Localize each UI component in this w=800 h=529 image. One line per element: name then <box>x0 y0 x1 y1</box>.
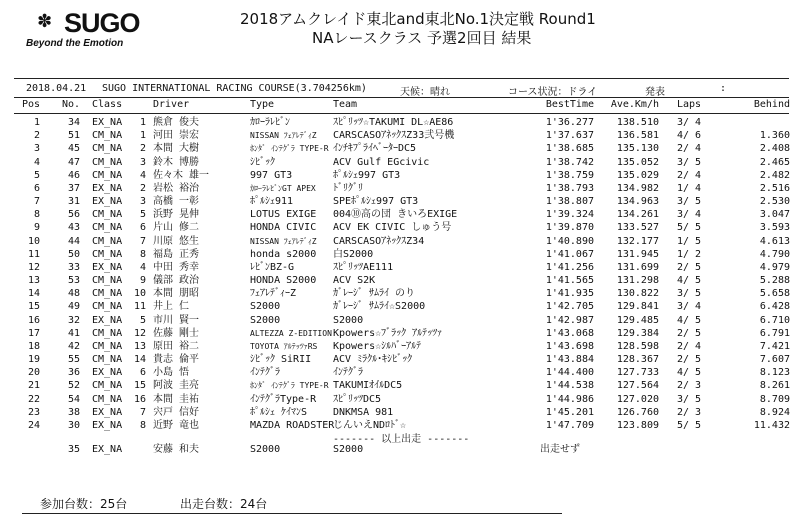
row-type: ｼﾋﾞｯｸ <box>250 156 275 168</box>
row-class: CM_NA <box>92 340 123 352</box>
row-type: NISSAN ﾌｪｱﾚﾃﾞｨZ <box>250 131 317 141</box>
row-class-position: 9 <box>139 275 146 287</box>
dns-driver: 安藤 和夫 <box>153 444 200 455</box>
row-laps: 3/ 4 <box>676 117 702 128</box>
row-laps: 1/ 5 <box>676 235 702 247</box>
row-class-position: 6 <box>139 367 146 379</box>
row-no: 55 <box>67 354 80 366</box>
row-team: ｶﾞﾚｰｼﾞ ｻﾑﾗｲ のり <box>333 288 416 300</box>
row-driver: 浜野 晃伸 <box>153 209 200 221</box>
dns-status: 出走せず <box>540 444 580 455</box>
row-team: ACV Gulf EGcivic <box>333 156 430 168</box>
row-class: CM_NA <box>92 209 123 221</box>
row-behind: 7.421 <box>759 340 790 352</box>
row-no: 46 <box>67 169 80 181</box>
row-driver: 阿波 圭亮 <box>153 380 200 392</box>
row-besttime: 1'38.742 <box>545 156 594 168</box>
row-no: 36 <box>67 367 80 379</box>
footer-starters: 出走台数：24台 <box>180 497 268 511</box>
row-besttime: 1'42.705 <box>545 301 594 313</box>
dns-class: EX_NA <box>92 444 123 455</box>
row-laps: 2/ 3 <box>676 380 702 392</box>
row-besttime: 1'40.890 <box>545 235 594 247</box>
row-behind: 2.516 <box>759 182 790 194</box>
row-behind: 7.607 <box>759 354 790 366</box>
row-laps: 5/ 5 <box>676 222 702 234</box>
row-driver: 市川 賢一 <box>153 314 200 326</box>
row-no: 56 <box>67 209 80 221</box>
row-team: Kpowers☆ｼﾙﾊﾞｰｱﾙﾃ <box>333 340 422 352</box>
separator-started: ------- 以上出走 ------- <box>333 434 470 445</box>
info-colon: : <box>720 83 727 94</box>
row-behind: 2.465 <box>759 156 790 168</box>
info-weather: 天候：晴れ <box>400 87 450 98</box>
row-laps: 4/ 5 <box>676 367 702 379</box>
row-type: ﾌｪｱﾚﾃﾞｨｰZ <box>250 288 297 300</box>
row-class-position: 1 <box>139 117 146 128</box>
row-avespeed: 134.982 <box>616 182 659 194</box>
row-behind: 8.709 <box>759 393 790 405</box>
row-behind: 3.593 <box>759 222 790 234</box>
header-besttime: BestTime <box>545 99 594 110</box>
row-type: LOTUS EXIGE <box>250 209 317 221</box>
row-no: 34 <box>67 117 80 128</box>
row-class-position: 6 <box>139 222 146 234</box>
row-avespeed: 131.699 <box>616 261 659 273</box>
row-avespeed: 135.130 <box>616 143 659 155</box>
row-avespeed: 123.809 <box>616 419 659 431</box>
row-pos: 16 <box>27 314 40 326</box>
row-no: 41 <box>67 327 80 339</box>
row-pos: 15 <box>27 301 40 313</box>
row-laps: 2/ 5 <box>676 261 702 273</box>
row-no: 45 <box>67 143 80 155</box>
row-besttime: 1'45.201 <box>545 406 594 418</box>
row-besttime: 1'38.807 <box>545 196 594 208</box>
row-laps: 2/ 5 <box>676 327 702 339</box>
row-besttime: 1'38.793 <box>545 182 594 194</box>
row-team: ACV S2K <box>333 275 376 287</box>
info-announce: 発表 <box>645 87 665 98</box>
row-type: S2000 <box>250 301 281 313</box>
row-pos: 7 <box>33 196 40 208</box>
row-pos: 1 <box>33 117 40 128</box>
divider-footer <box>22 513 562 514</box>
row-pos: 17 <box>27 327 40 339</box>
row-class-position: 16 <box>133 393 146 405</box>
row-behind: 3.047 <box>759 209 790 221</box>
dns-team: S2000 <box>333 444 364 455</box>
row-laps: 3/ 4 <box>676 301 702 313</box>
row-pos: 19 <box>27 354 40 366</box>
row-avespeed: 133.527 <box>616 222 659 234</box>
row-team: TAKUMIｵｲﾙDC5 <box>333 380 403 392</box>
logo-mark-icon: ✽ <box>38 8 52 33</box>
row-besttime: 1'44.400 <box>545 367 594 379</box>
row-besttime: 1'41.256 <box>545 261 594 273</box>
row-avespeed: 136.581 <box>616 130 659 142</box>
row-pos: 24 <box>27 419 40 431</box>
row-laps: 1/ 4 <box>676 182 702 194</box>
row-avespeed: 127.564 <box>616 380 659 392</box>
row-laps: 4/ 6 <box>676 130 702 142</box>
row-avespeed: 126.760 <box>616 406 659 418</box>
row-laps: 2/ 4 <box>676 143 702 155</box>
logo-tagline: Beyond the Emotion <box>26 38 124 49</box>
row-class: CM_NA <box>92 130 123 142</box>
row-behind: 6.791 <box>759 327 790 339</box>
row-pos: 2 <box>33 130 40 142</box>
row-type: HONDA CIVIC <box>250 222 317 234</box>
row-laps: 5/ 5 <box>676 419 702 431</box>
row-team: Kpowers☆ﾌﾞﾗｯｸ ｱﾙﾃｯﾂｧ <box>333 327 443 339</box>
row-pos: 20 <box>27 367 40 379</box>
row-avespeed: 134.261 <box>616 209 659 221</box>
row-avespeed: 135.052 <box>616 156 659 168</box>
row-team: ｽﾋﾟﾘｯﾂ☆TAKUMI DL☆AE86 <box>333 117 454 128</box>
row-driver: 小島 悟 <box>153 367 190 379</box>
row-avespeed: 129.485 <box>616 314 659 326</box>
row-team: 004⑩高の団 きいろEXIGE <box>333 209 458 221</box>
row-besttime: 1'43.068 <box>545 327 594 339</box>
row-besttime: 1'43.698 <box>545 340 594 352</box>
row-driver: 福島 正秀 <box>153 248 200 260</box>
header-laps: Laps <box>676 99 702 110</box>
row-besttime: 1'38.759 <box>545 169 594 181</box>
row-driver: 岩松 裕治 <box>153 182 200 194</box>
header-class: Class <box>92 99 123 110</box>
row-pos: 12 <box>27 261 40 273</box>
row-type: NISSAN ﾌｪｱﾚﾃﾞｨZ <box>250 236 317 246</box>
row-type: ｲﾝﾃｸﾞﾗType-R <box>250 393 317 405</box>
row-behind: 2.408 <box>759 143 790 155</box>
row-class: EX_NA <box>92 182 123 194</box>
row-pos: 8 <box>33 209 40 221</box>
info-date: 2018.04.21 <box>26 83 87 94</box>
row-pos: 6 <box>33 182 40 194</box>
row-class-position: 8 <box>139 419 146 431</box>
row-driver: 本間 圭祐 <box>153 393 200 405</box>
row-driver: 佐藤 剛士 <box>153 327 200 339</box>
session-title: NAレースクラス 予選2回目 結果 <box>312 29 532 47</box>
dns-row <box>0 442 800 457</box>
row-class-position: 15 <box>133 380 146 392</box>
row-class: CM_NA <box>92 301 123 313</box>
row-avespeed: 131.945 <box>616 248 659 260</box>
row-type: ﾎﾝﾀﾞ ｲﾝﾃｸﾞﾗ TYPE-R <box>250 144 329 154</box>
row-pos: 9 <box>33 222 40 234</box>
dns-type: S2000 <box>250 444 281 455</box>
row-behind: 6.428 <box>759 301 790 313</box>
row-team: ｲﾝﾃｸﾞﾗ <box>333 367 363 379</box>
row-team: CARSCASOｱﾈｯｸｽZ34 <box>333 235 425 247</box>
row-besttime: 1'44.538 <box>545 380 594 392</box>
row-laps: 4/ 5 <box>676 275 702 287</box>
row-laps: 3/ 5 <box>676 196 702 208</box>
row-no: 43 <box>67 222 80 234</box>
row-behind: 8.924 <box>759 406 790 418</box>
footer-entries: 参加台数：25台 <box>40 497 128 511</box>
row-avespeed: 129.384 <box>616 327 659 339</box>
row-team: じんいえNDﾛﾄﾞ☆ <box>333 419 407 431</box>
row-class: CM_NA <box>92 235 123 247</box>
row-behind: 5.658 <box>759 288 790 300</box>
row-driver: 儀部 政治 <box>153 275 200 287</box>
row-class-position: 2 <box>139 182 146 194</box>
row-avespeed: 127.020 <box>616 393 659 405</box>
row-driver: 宍戸 信好 <box>153 406 200 418</box>
row-type: ﾎﾟﾙｼｪ ｹｲﾏﾝS <box>250 406 308 418</box>
row-class-position: 5 <box>139 314 146 326</box>
row-team: ACV ﾐﾗｸﾙ･ｷｼﾋﾞｯｸ <box>333 354 413 366</box>
row-laps: 2/ 5 <box>676 354 702 366</box>
row-class-position: 7 <box>139 235 146 247</box>
row-type: ALTEZZA Z-EDITION <box>250 328 332 338</box>
row-class: CM_NA <box>92 248 123 260</box>
row-behind: 6.710 <box>759 314 790 326</box>
row-team: CARSCASOｱﾈｯｸｽZ33弐号機 <box>333 130 455 142</box>
row-driver: 貴志 倫平 <box>153 354 200 366</box>
row-type: ｼﾋﾞｯｸ SiRII <box>250 354 312 366</box>
row-class: CM_NA <box>92 354 123 366</box>
row-class: EX_NA <box>92 314 123 326</box>
row-no: 51 <box>67 130 80 142</box>
row-driver: 中田 秀幸 <box>153 261 200 273</box>
row-class-position: 14 <box>133 354 146 366</box>
row-driver: 佐々木 雄一 <box>153 169 210 181</box>
table-header <box>0 97 800 112</box>
row-behind: 11.432 <box>753 419 790 431</box>
logo-text: SUGO <box>64 8 140 38</box>
header-no: No. <box>61 99 80 110</box>
row-pos: 11 <box>27 248 40 260</box>
row-type: honda s2000 <box>250 248 317 260</box>
row-class: EX_NA <box>92 419 123 431</box>
row-avespeed: 127.733 <box>616 367 659 379</box>
row-class-position: 5 <box>139 209 146 221</box>
row-class: EX_NA <box>92 261 123 273</box>
row-behind: 8.261 <box>759 380 790 392</box>
row-avespeed: 134.963 <box>616 196 659 208</box>
row-laps: 3/ 5 <box>676 156 702 168</box>
header-type: Type <box>250 99 275 110</box>
row-behind: 5.288 <box>759 275 790 287</box>
row-team: ｽﾋﾟﾘｯﾂDC5 <box>333 393 382 405</box>
row-type: ｲﾝﾃｸﾞﾗ <box>250 367 280 379</box>
row-class: CM_NA <box>92 288 123 300</box>
row-behind: 4.979 <box>759 261 790 273</box>
row-class-position: 10 <box>133 288 146 300</box>
row-type: MAZDA ROADSTER <box>250 419 335 431</box>
row-avespeed: 130.822 <box>616 288 659 300</box>
row-driver: 高橋 一彰 <box>153 196 200 208</box>
row-class-position: 1 <box>139 130 146 142</box>
row-class-position: 8 <box>139 248 146 260</box>
row-class-position: 4 <box>139 261 146 273</box>
row-no: 54 <box>67 393 80 405</box>
row-behind: 1.360 <box>759 130 790 142</box>
row-behind: 4.790 <box>759 248 790 260</box>
row-pos: 18 <box>27 340 40 352</box>
row-driver: 川原 悠生 <box>153 235 200 247</box>
row-laps: 2/ 4 <box>676 340 702 352</box>
row-laps: 2/ 3 <box>676 406 702 418</box>
row-no: 42 <box>67 340 80 352</box>
row-no: 52 <box>67 380 80 392</box>
row-no: 48 <box>67 288 80 300</box>
row-class: CM_NA <box>92 143 123 155</box>
row-laps: 1/ 2 <box>676 248 702 260</box>
row-driver: 本間 朋昭 <box>153 288 200 300</box>
row-class-position: 4 <box>139 169 146 181</box>
row-team: ﾄﾞﾘｸﾞﾘ <box>333 182 363 194</box>
row-besttime: 1'41.067 <box>545 248 594 260</box>
header-driver: Driver <box>153 99 190 110</box>
row-pos: 5 <box>33 169 40 181</box>
row-laps: 3/ 5 <box>676 393 702 405</box>
row-pos: 21 <box>27 380 40 392</box>
row-team: ﾎﾟﾙｼｪ997 GT3 <box>333 169 401 181</box>
row-driver: 片山 修二 <box>153 222 200 234</box>
row-besttime: 1'39.324 <box>545 209 594 221</box>
header-team: Team <box>333 99 358 110</box>
row-avespeed: 135.029 <box>616 169 659 181</box>
row-class: CM_NA <box>92 222 123 234</box>
row-no: 47 <box>67 156 80 168</box>
row-class-position: 7 <box>139 406 146 418</box>
row-driver: 井上 仁 <box>153 301 190 313</box>
row-besttime: 1'47.709 <box>545 419 594 431</box>
row-team: 白S2000 <box>333 248 374 260</box>
row-type: TOYOTA ｱﾙﾃｯﾂｧRS <box>250 341 318 351</box>
row-laps: 3/ 4 <box>676 209 702 221</box>
row-team: ｽﾋﾟﾘｯﾂAE111 <box>333 261 394 273</box>
row-class-position: 12 <box>133 327 146 339</box>
row-pos: 13 <box>27 275 40 287</box>
row-laps: 3/ 5 <box>676 288 702 300</box>
row-besttime: 1'37.637 <box>545 130 594 142</box>
row-class: CM_NA <box>92 327 123 339</box>
row-behind: 2.482 <box>759 169 790 181</box>
row-avespeed: 131.298 <box>616 275 659 287</box>
row-no: 53 <box>67 275 80 287</box>
row-no: 49 <box>67 301 80 313</box>
row-team: DNKMSA 981 <box>333 406 394 418</box>
row-no: 31 <box>67 196 80 208</box>
row-avespeed: 138.510 <box>616 117 659 128</box>
row-driver: 本間 大樹 <box>153 143 200 155</box>
row-type: ｶﾛｰﾗﾚﾋﾞﾝ <box>250 117 290 128</box>
row-behind: 2.530 <box>759 196 790 208</box>
row-besttime: 1'42.987 <box>545 314 594 326</box>
row-class-position: 3 <box>139 156 146 168</box>
row-class: CM_NA <box>92 380 123 392</box>
row-behind: 8.123 <box>759 367 790 379</box>
row-pos: 4 <box>33 156 40 168</box>
row-pos: 3 <box>33 143 40 155</box>
row-class: EX_NA <box>92 406 123 418</box>
row-avespeed: 128.367 <box>616 354 659 366</box>
row-avespeed: 128.598 <box>616 340 659 352</box>
event-title: 2018アムクレイド東北and東北No.1決定戦 Round1 <box>240 10 596 28</box>
row-no: 33 <box>67 261 80 273</box>
row-class: CM_NA <box>92 393 123 405</box>
info-course: SUGO INTERNATIONAL RACING COURSE(3.704256km) <box>102 83 367 94</box>
row-type: S2000 <box>250 314 281 326</box>
row-avespeed: 129.841 <box>616 301 659 313</box>
row-driver: 鈴木 博勝 <box>153 156 200 168</box>
row-type: ｶﾛｰﾗﾚﾋﾞﾝGT APEX <box>250 183 316 193</box>
row-no: 30 <box>67 419 80 431</box>
row-no: 32 <box>67 314 80 326</box>
row-avespeed: 132.177 <box>616 235 659 247</box>
row-class: CM_NA <box>92 156 123 168</box>
row-class: EX_NA <box>92 196 123 208</box>
row-laps: 2/ 4 <box>676 169 702 181</box>
row-behind: 4.613 <box>759 235 790 247</box>
row-besttime: 1'44.986 <box>545 393 594 405</box>
row-team: ｲﾝﾁｷﾌﾟﾗｲﾍﾞｰﾀｰDC5 <box>333 143 417 155</box>
row-pos: 22 <box>27 393 40 405</box>
row-no: 38 <box>67 406 80 418</box>
row-besttime: 1'41.565 <box>545 275 594 287</box>
row-class: CM_NA <box>92 275 123 287</box>
row-besttime: 1'43.884 <box>545 354 594 366</box>
row-class-position: 11 <box>133 301 146 313</box>
row-class-position: 2 <box>139 143 146 155</box>
row-pos: 10 <box>27 235 40 247</box>
divider-header <box>14 113 789 114</box>
row-pos: 23 <box>27 406 40 418</box>
row-driver: 河田 崇宏 <box>153 130 200 142</box>
row-team: ｶﾞﾚｰｼﾞ ｻﾑﾗｲ☆S2000 <box>333 301 426 313</box>
row-team: SPEﾎﾟﾙｼｪ997 GT3 <box>333 196 419 208</box>
row-class: EX_NA <box>92 367 123 379</box>
row-no: 37 <box>67 182 80 194</box>
row-team: S2000 <box>333 314 364 326</box>
header-avespeed: Ave.Km/h <box>610 99 659 110</box>
row-type: ﾚﾋﾞﾝBZ-G <box>250 261 295 273</box>
row-no: 50 <box>67 248 80 260</box>
row-class-position: 3 <box>139 196 146 208</box>
divider-top <box>14 78 789 79</box>
row-type: ﾎﾟﾙｼｪ911 <box>250 196 294 208</box>
row-type: ﾎﾝﾀﾞ ｲﾝﾃｸﾞﾗ TYPE-R <box>250 381 329 391</box>
row-class: EX_NA <box>92 117 123 128</box>
row-pos: 14 <box>27 288 40 300</box>
row-driver: 近野 竜也 <box>153 419 200 431</box>
row-driver: 熊倉 俊夫 <box>153 117 200 128</box>
sugo-logo <box>24 8 144 52</box>
row-class-position: 13 <box>133 340 146 352</box>
row-besttime: 1'39.870 <box>545 222 594 234</box>
header-pos: Pos <box>21 99 40 110</box>
row-team: ACV EK CIVIC しゅう号 <box>333 222 452 234</box>
row-laps: 4/ 5 <box>676 314 702 326</box>
row-besttime: 1'36.277 <box>545 117 594 128</box>
dns-no: 35 <box>67 444 80 455</box>
row-besttime: 1'41.935 <box>545 288 594 300</box>
row-type: 997 GT3 <box>250 169 293 181</box>
row-driver: 原田 裕二 <box>153 340 200 352</box>
info-track: コース状況：ドライ <box>508 87 598 98</box>
row-class: CM_NA <box>92 169 123 181</box>
row-type: HONDA S2000 <box>250 275 317 287</box>
header-behind: Behind <box>753 99 790 110</box>
row-besttime: 1'38.685 <box>545 143 594 155</box>
row-no: 44 <box>67 235 80 247</box>
